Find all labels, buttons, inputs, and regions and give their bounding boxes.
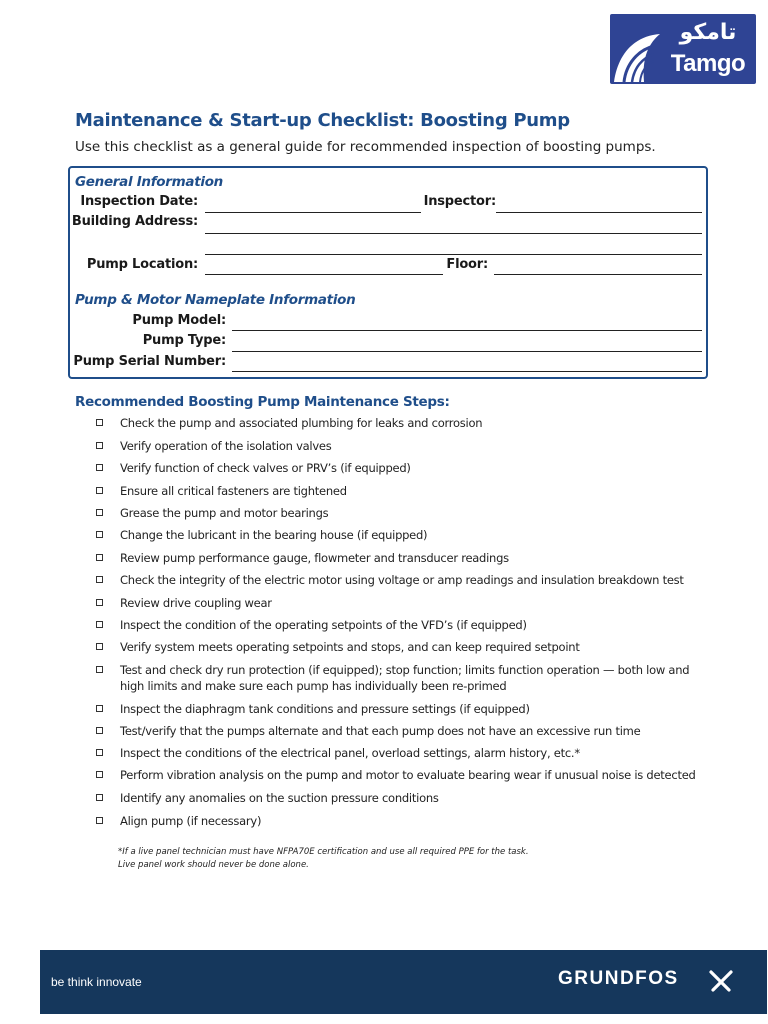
checkbox[interactable] <box>96 771 103 778</box>
nameplate-info-heading: Pump & Motor Nameplate Information <box>75 292 356 308</box>
checklist-item-text: Check the pump and associated plumbing for leaks and corrosion <box>120 416 483 430</box>
floor-label: Floor: <box>446 257 488 272</box>
checkbox[interactable] <box>96 554 103 561</box>
grundfos-brand-text: GRUNDFOS <box>558 968 679 989</box>
checklist-item-text: Grease the pump and motor bearings <box>120 506 329 520</box>
checkbox[interactable] <box>96 705 103 712</box>
checklist-item-text: Align pump (if necessary) <box>120 814 262 828</box>
checklist-item-text: Review drive coupling wear <box>120 596 272 610</box>
checklist-item-text: Ensure all critical fasteners are tightened <box>120 484 347 498</box>
footnote-line-1: *If a live panel technician must have NFPA70E certification and use all required PPE for the task. <box>118 847 529 857</box>
pump-location-label: Pump Location: <box>86 257 198 272</box>
footnote <box>118 846 678 872</box>
checkbox[interactable] <box>96 666 103 673</box>
inspector-field[interactable] <box>496 212 702 213</box>
checkbox[interactable] <box>96 621 103 628</box>
checklist-item-text: Verify function of check valves or PRV’s (if equipped) <box>120 461 411 475</box>
checklist-item-text: Inspect the conditions of the electrical panel, overload settings, alarm history, etc.* <box>120 746 580 760</box>
checklist-item-text: Identify any anomalies on the suction pressure conditions <box>120 791 439 805</box>
checklist-item-text: Inspect the condition of the operating setpoints of the VFD’s (if equipped) <box>120 618 527 632</box>
building-address-label: Building Address: <box>71 214 198 229</box>
checklist-item-text: Perform vibration analysis on the pump and motor to evaluate bearing wear if unusual noise is detected <box>120 768 696 782</box>
checkbox[interactable] <box>96 794 103 801</box>
pump-serial-label: Pump Serial Number: <box>73 354 226 369</box>
page-title: Maintenance & Start-up Checklist: Boosting Pump <box>75 110 570 131</box>
grundfos-x-icon <box>708 968 734 992</box>
logo-arabic-text: تامكو <box>679 20 737 45</box>
checklist-item-text: Change the lubricant in the bearing house (if equipped) <box>120 528 428 542</box>
footer-tagline: be think innovate <box>51 975 142 989</box>
checkbox[interactable] <box>96 509 103 516</box>
checkbox[interactable] <box>96 464 103 471</box>
checklist-item-text: Verify operation of the isolation valves <box>120 439 332 453</box>
pump-model-field[interactable] <box>232 330 702 331</box>
pump-location-field[interactable] <box>205 274 443 275</box>
checkbox[interactable] <box>96 599 103 606</box>
page-subtitle: Use this checklist as a general guide for recommended inspection of boosting pumps. <box>75 139 656 155</box>
pump-type-field[interactable] <box>232 351 702 352</box>
pump-type-label: Pump Type: <box>142 333 226 348</box>
checkbox[interactable] <box>96 817 103 824</box>
pump-model-label: Pump Model: <box>132 313 226 328</box>
checklist-item-text: Test/verify that the pumps alternate and that each pump does not have an excessive run time <box>120 724 641 738</box>
checklist-item-text: Review pump performance gauge, flowmeter and transducer readings <box>120 551 509 565</box>
logo-english-text: Tamgo <box>670 50 746 77</box>
checkbox[interactable] <box>96 576 103 583</box>
checkbox[interactable] <box>96 487 103 494</box>
checkbox[interactable] <box>96 749 103 756</box>
pump-serial-field[interactable] <box>232 371 702 372</box>
floor-field[interactable] <box>494 274 702 275</box>
inspector-label: Inspector: <box>423 194 496 209</box>
checklist-item-text: Check the integrity of the electric motor using voltage or amp readings and insulation breakdown test <box>120 573 684 587</box>
checkbox[interactable] <box>96 531 103 538</box>
checkbox[interactable] <box>96 419 103 426</box>
footnote-line-2: Live panel work should never be done alone. <box>118 860 309 870</box>
footer-bar <box>40 950 767 1014</box>
checkbox[interactable] <box>96 727 103 734</box>
checklist-item-text: Inspect the diaphragm tank conditions and pressure settings (if equipped) <box>120 702 530 716</box>
building-address-field-line-2[interactable] <box>205 254 702 255</box>
checklist-item-text: Verify system meets operating setpoints and stops, and can keep required setpoint <box>120 640 580 654</box>
maintenance-steps-heading: Recommended Boosting Pump Maintenance Steps: <box>75 394 450 410</box>
inspection-date-field[interactable] <box>205 212 421 213</box>
checkbox[interactable] <box>96 442 103 449</box>
tamgo-logo <box>610 14 756 84</box>
general-info-heading: General Information <box>75 174 223 190</box>
checklist-item-text: Test and check dry run protection (if equipped); stop function; limits function operation — both low and high limits and make sure each pump has individually been re-primed <box>120 663 690 693</box>
checkbox[interactable] <box>96 643 103 650</box>
building-address-field[interactable] <box>205 233 702 234</box>
inspection-date-label: Inspection Date: <box>80 194 198 209</box>
